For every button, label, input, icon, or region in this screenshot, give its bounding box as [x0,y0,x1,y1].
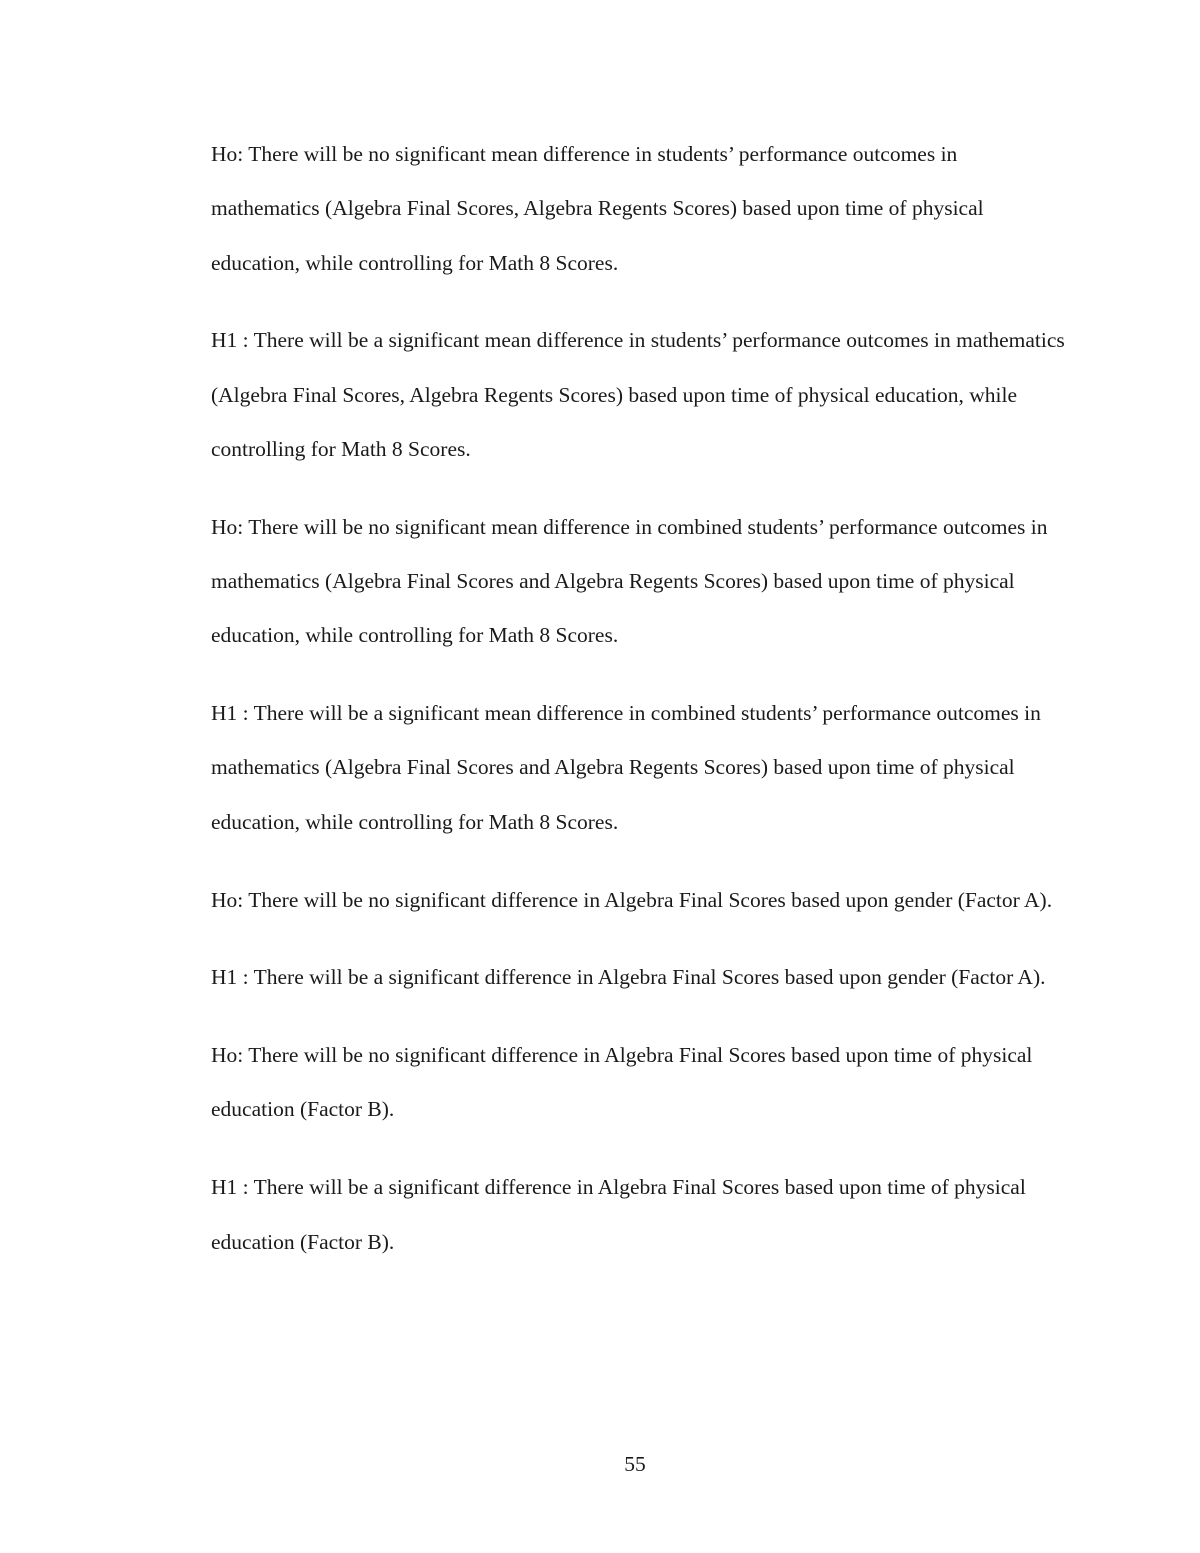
hypothesis-label: H1 : [211,965,249,990]
hypothesis-paragraph [211,500,1071,663]
hypothesis-label: H1 : [211,701,249,726]
hypothesis-paragraph [211,873,1071,927]
hypothesis-paragraph [211,1160,1071,1269]
hypothesis-label: H1 : [211,1175,249,1200]
hypothesis-paragraph [211,686,1071,849]
hypothesis-text: There will be no significant difference in Algebra Final Scores based upon time of physical education (Factor B). [211,1043,1033,1122]
hypothesis-label: H1 : [211,328,249,353]
hypothesis-label: Ho: [211,514,244,539]
hypothesis-text: There will be no significant mean difference in students’ performance outcomes in mathematics (Algebra Final Scores, Algebra Regents Scores) based upon time of physical education, while controlling for Math 8 Scores. [211,142,984,275]
hypothesis-text: There will be a significant difference in Algebra Final Scores based upon gender (Factor A). [253,965,1046,990]
hypothesis-label: Ho: [211,142,244,166]
hypothesis-paragraph [211,1028,1071,1137]
hypothesis-text: There will be a significant mean difference in combined students’ performance outcomes in mathematics (Algebra Final Scores and Algebra Regents Scores) based upon time of physical education, while controlling for Math 8 Scores. [211,701,1041,834]
hypothesis-label: Ho: [211,887,244,912]
hypothesis-text: There will be no significant mean difference in combined students’ performance outcomes in mathematics (Algebra Final Scores and Algebra Regents Scores) based upon time of physical education, while controlling for Math 8 Scores. [211,514,1048,648]
hypothesis-paragraph [211,127,1071,290]
hypothesis-text: There will be no significant difference in Algebra Final Scores based upon gender (Factor A). [248,887,1053,912]
hypotheses-list [211,127,1071,1292]
page-number: 55 [624,1452,646,1476]
hypothesis-paragraph [211,313,1071,476]
hypothesis-label: Ho: [211,1043,244,1068]
hypothesis-paragraph [211,950,1071,1004]
hypothesis-text: There will be a significant difference in Algebra Final Scores based upon time of physical education (Factor B). [211,1175,1026,1254]
hypothesis-text: There will be a significant mean difference in students’ performance outcomes in mathematics (Algebra Final Scores, Algebra Regents Scores) based upon time of physical education, while controlling for Math 8 Scores. [211,328,1065,461]
